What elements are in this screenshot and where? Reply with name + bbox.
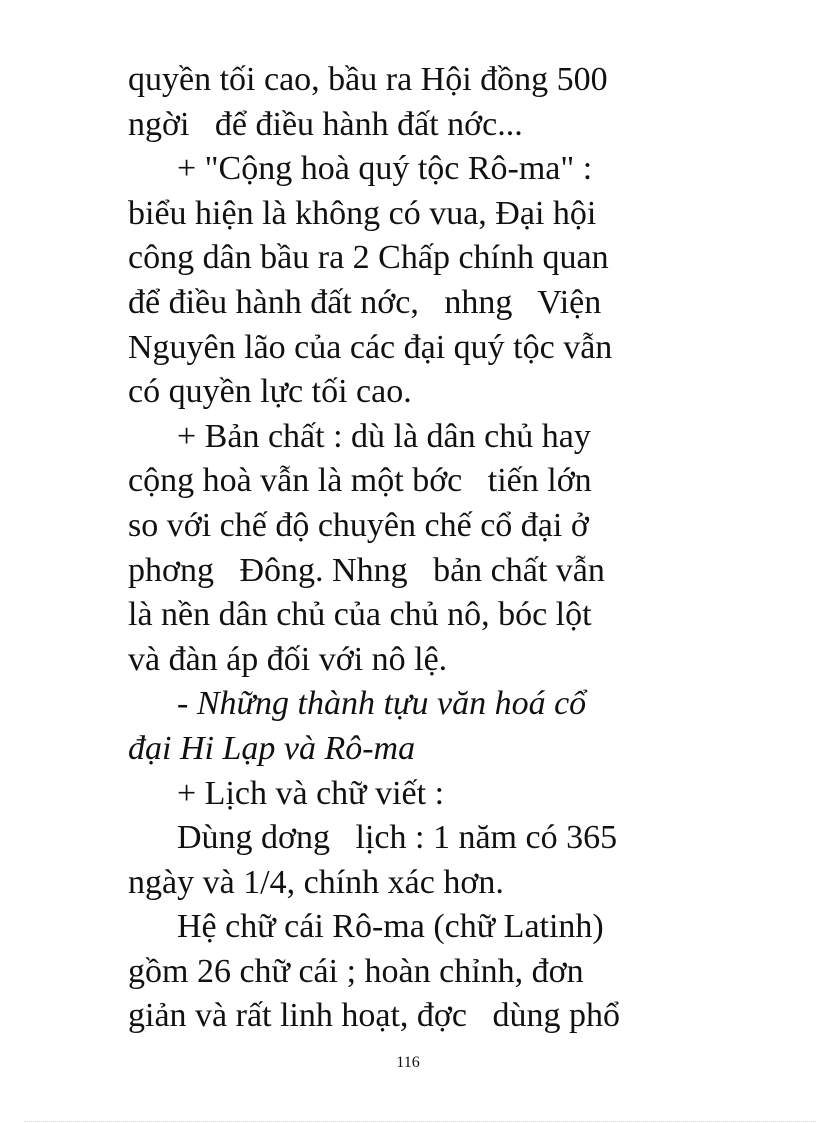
text-line: + Lịch và chữ viết :	[177, 774, 445, 812]
text-line: Hệ chữ cái Rô-ma (chữ Latinh)	[177, 908, 604, 946]
text-line: - Những thành tựu văn hoá cổ	[177, 685, 587, 723]
text-line: ngày và 1/4, chính xác hơn.	[128, 863, 504, 901]
text-line: đại Hi Lạp và Rô-ma	[128, 729, 416, 767]
text-line: quyền tối cao, bầu ra Hội đồng 500	[128, 61, 608, 98]
text-line: + "Cộng hoà quý tộc Rô-ma" :	[177, 150, 593, 188]
text-line: công dân bầu ra 2 Chấp chính quan	[128, 239, 609, 277]
text-line: Nguyên lão của các đại quý tộc vẫn	[128, 328, 613, 366]
text-line: ngời để điều hành đất nớc...	[128, 105, 523, 143]
text-line: phơng Đông. Nhng bản chất vẫn	[128, 551, 605, 589]
text-line: có quyền lực tối cao.	[128, 373, 412, 411]
text-line: để điều hành đất nớc, nhng Viện	[128, 283, 602, 321]
text-line: là nền dân chủ của chủ nô, bóc lột	[128, 596, 592, 634]
text-line: gồm 26 chữ cái ; hoàn chỉnh, đơn	[128, 952, 584, 990]
page-number: 116	[396, 1054, 420, 1071]
text-line: biểu hiện là không có vua, Đại hội	[128, 194, 597, 232]
text-line: so với chế độ chuyên chế cổ đại ở	[128, 506, 589, 544]
text-line: giản và rất linh hoạt, đợc dùng phổ	[128, 997, 620, 1035]
text-line: cộng hoà vẫn là một bớc tiến lớn	[128, 462, 592, 500]
footer-divider	[24, 1121, 816, 1122]
text-line: và đàn áp đối với nô lệ.	[128, 640, 448, 678]
text-line: + Bản chất : dù là dân chủ hay	[177, 417, 591, 455]
text-line: Dùng dơng lịch : 1 năm có 365	[177, 819, 618, 857]
body-text	[128, 58, 708, 1039]
